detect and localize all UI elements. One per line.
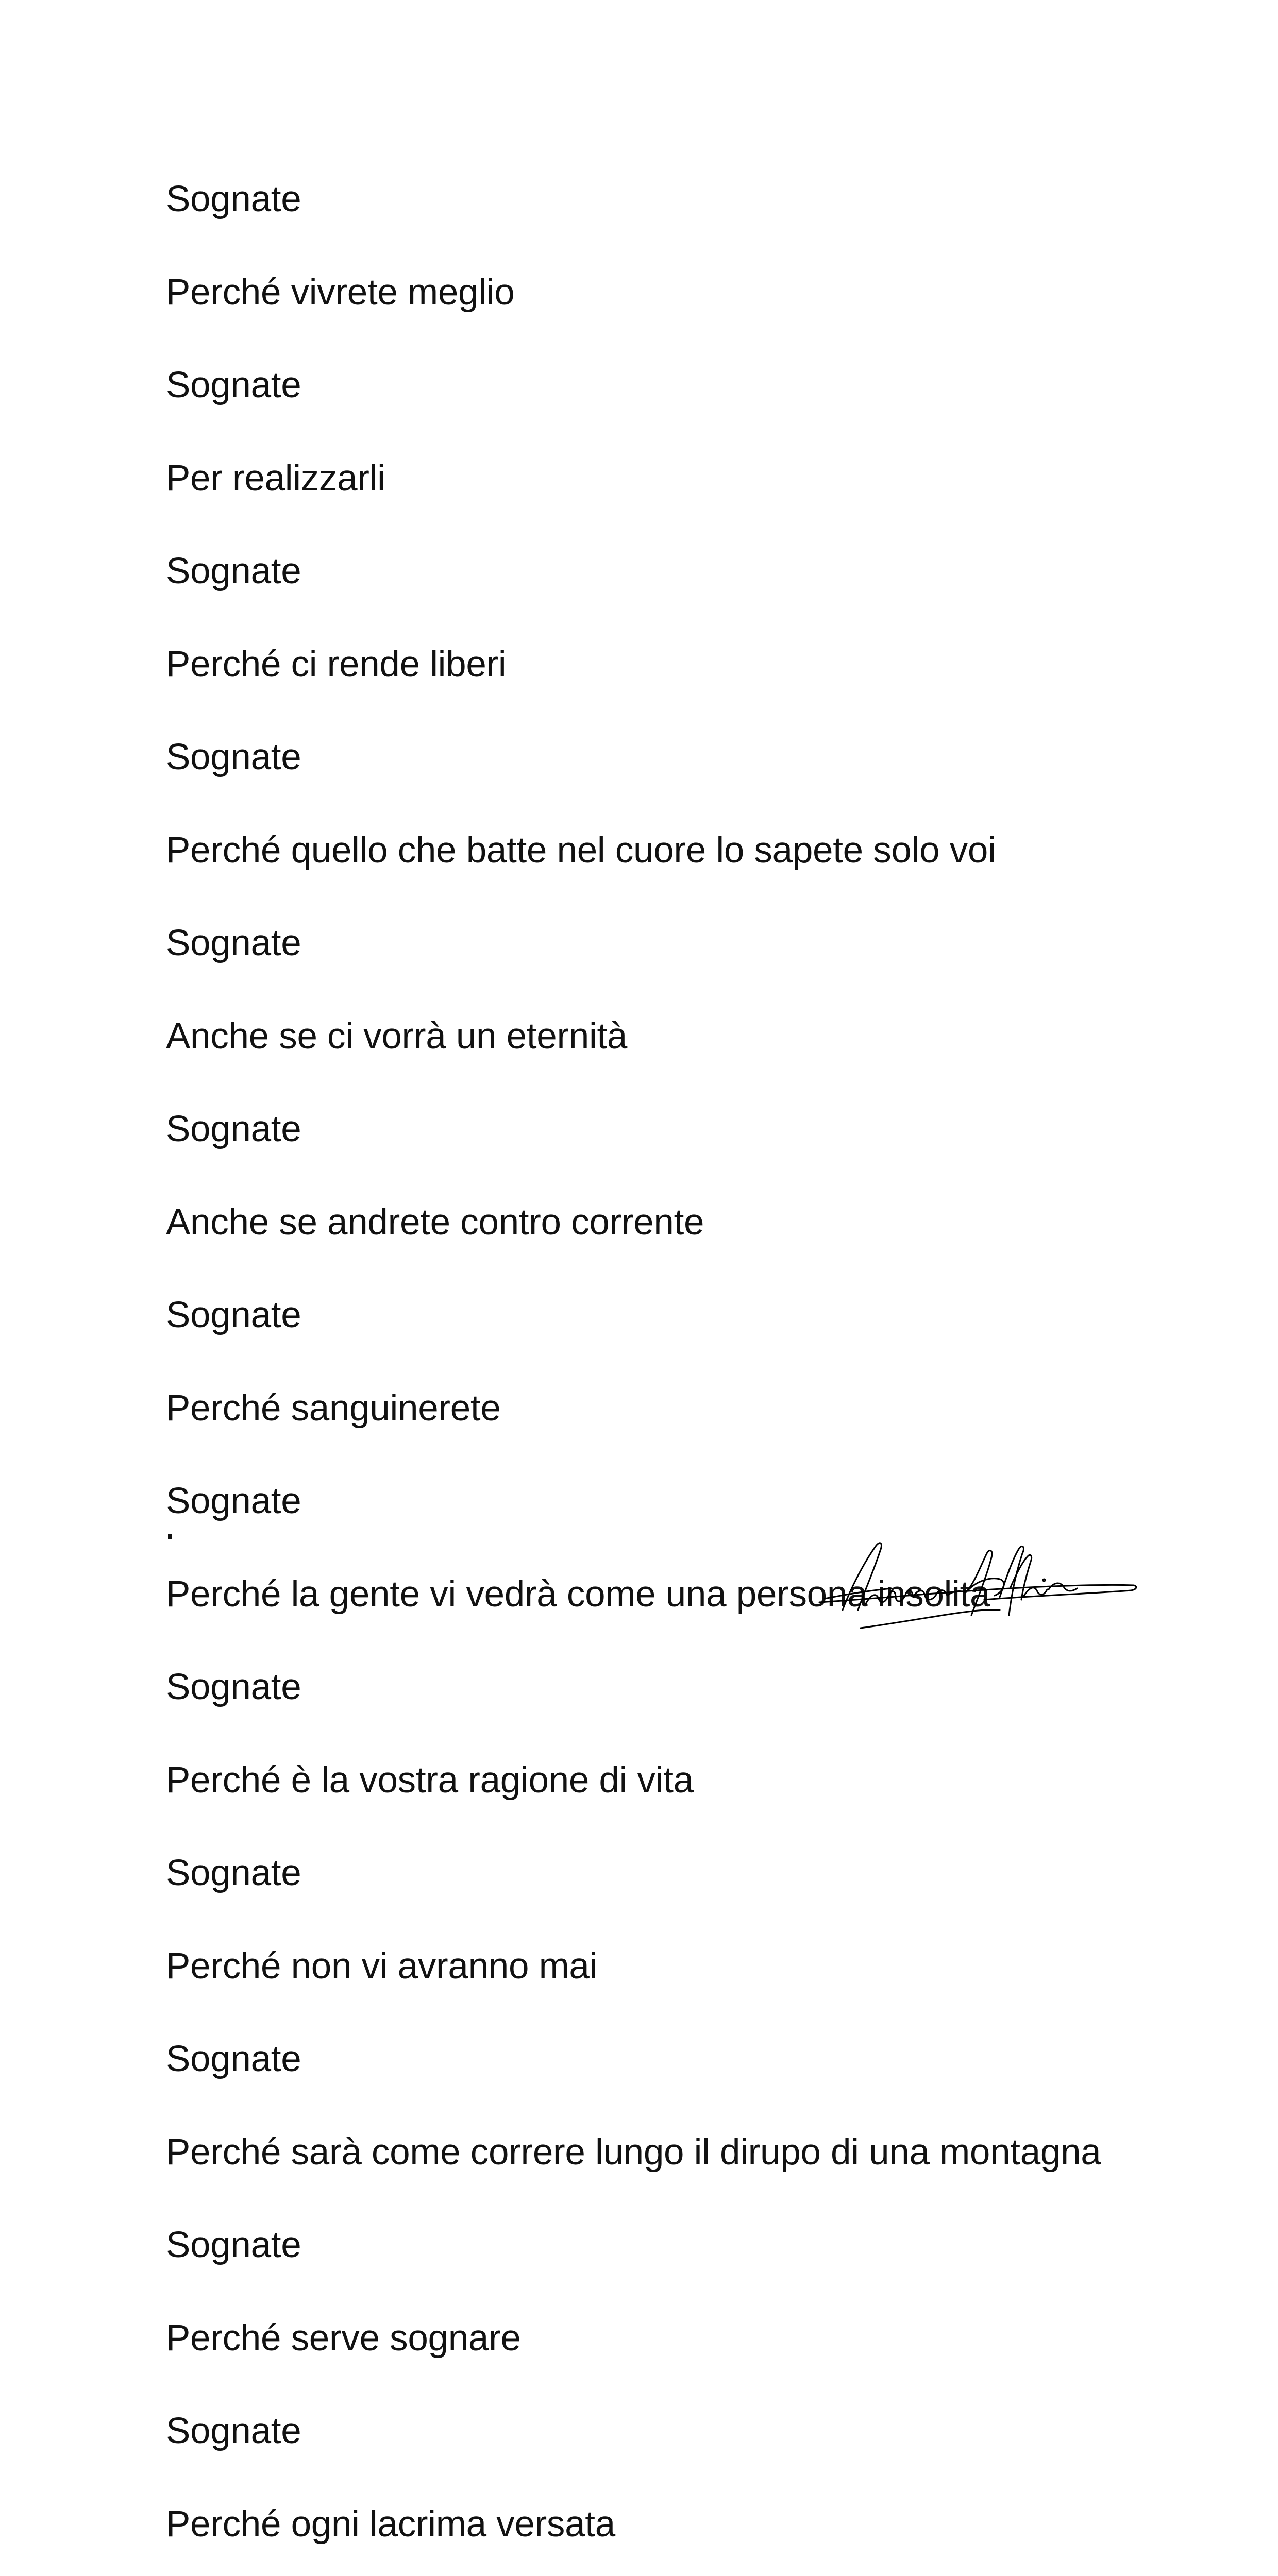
handwritten-signature <box>814 1533 1144 1641</box>
poem-line: Perché sarà come correre lungo il dirupo di una montagna <box>166 2131 1101 2173</box>
poem-line: Sognate <box>166 365 301 405</box>
poem-line: Per realizzarli <box>166 457 385 499</box>
poem-line: Sognate <box>166 2225 301 2265</box>
poem-line: Perché è la vostra ragione di vita <box>166 1759 694 1801</box>
poem-line: Sognate <box>166 2411 301 2451</box>
poem-line: Perché serve sognare <box>166 2317 521 2359</box>
poem-line: Perché quello che batte nel cuore lo sapete solo voi <box>166 829 996 871</box>
poem-line: Anche se ci vorrà un eternità <box>166 1015 628 1057</box>
poem-line: Sognate <box>166 1481 301 1521</box>
poem-line: Sognate <box>166 1295 301 1335</box>
poem-line: Sognate <box>166 551 301 591</box>
poem-line: Perché la gente vi vedrà come una persona insolita <box>166 1573 990 1615</box>
poem-line: Sognate <box>166 2039 301 2079</box>
poem-line: Sognate <box>166 923 301 963</box>
poem-line: Sognate <box>166 1853 301 1893</box>
poem-line: Sognate <box>166 179 301 219</box>
poem-text <box>166 153 1101 2576</box>
poem-line: Perché ogni lacrima versata <box>166 2503 615 2545</box>
poem-line <box>166 2571 1101 2576</box>
poem-line: Perché vivrete meglio <box>166 272 515 313</box>
poem-line: Sognate <box>166 1109 301 1149</box>
poem-line: Sognate <box>166 1667 301 1707</box>
poem-line: Perché non vi avranno mai <box>166 1945 598 1987</box>
poem-line: Anche se andrete contro corrente <box>166 1201 704 1243</box>
trailing-period-mark <box>168 1534 172 1539</box>
poem-line: Sognate <box>166 737 301 777</box>
poem-line: Perché ci rende liberi <box>166 643 507 685</box>
poem-line: Perché sanguinerete <box>166 1387 501 1429</box>
